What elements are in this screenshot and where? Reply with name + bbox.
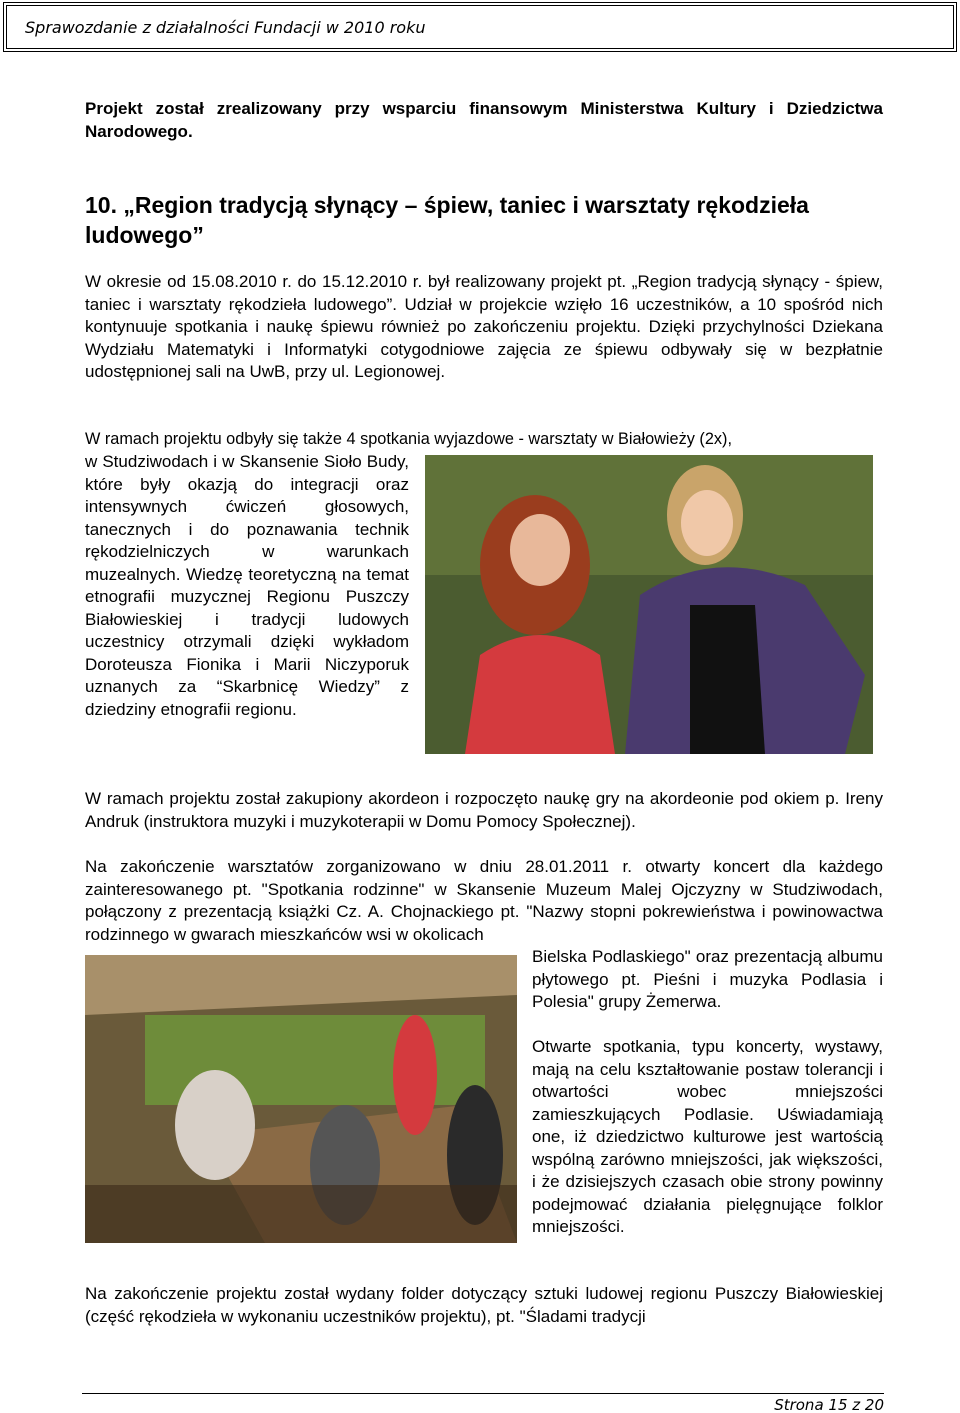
paragraph-2-rest: w Studziwodach i w Skansenie Sioło Budy, które były okazją do integracji oraz intensywnych ćwiczeń głosowych, tanecznych i do poznawania technik rękodzielniczych w warunkach muzealnych. Wiedzę teoretyczną na temat etnografii muzycznej Regionu Puszczy Białowieskiej i tradycji ludowych uczestnicy otrzymali dzięki wykładom Doroteusza Fionika i Marii Niczyporuk uznanych za “Skarbnicę Wiedzy” z dziedziny etnografii regionu. — [85, 452, 409, 719]
section-heading: 10. „Region tradycją słynący – śpiew, taniec i warsztaty rękodzieła ludowego” — [85, 192, 809, 248]
paragraph-6: Na zakończenie projektu został wydany folder dotyczący sztuki ludowej regionu Puszczy Białowieskiej (część rękodzieła w wykonaniu uczestników projektu), pt. "Śladami tradycji — [85, 1284, 883, 1326]
photo-two-women-singing — [425, 455, 873, 754]
paragraph-4-rest: Bielska Podlaskiego" oraz prezentacją albumu płytowego pt. Pieśni i muzyka Podlasia i Polesia" grupy Żemerwa. — [532, 947, 883, 1011]
paragraph-5: Otwarte spotkania, typu koncerty, wystawy, mają na celu kształtowanie postaw tolerancji i otwartości wobec mniejszości zamieszkujących Podlasie. Uświadamiają one, iż dziedzictwo kulturowe jest wartością wspólną zarówno mniejszości, jak większości, i że dzisiejszych czasach obie strony powinny podejmować działania pielęgnujące folklor mniejszości. — [532, 1037, 883, 1236]
photo-workshop-group — [85, 955, 517, 1243]
header-title: Sprawozdanie z działalności Fundacji w 2010 roku — [25, 18, 426, 37]
paragraph-1: W okresie od 15.08.2010 r. do 15.12.2010 r. był realizowany projekt pt. „Region tradycją słynący - śpiew, taniec i warsztaty rękodzieła ludowego”. Udział w projekcie wzięło 16 uczestników, a 10 spośród nich kontynuuje spotkania i naukę śpiewu również po zakończeniu projektu. Dzięki przychylności Dziekana Wydziału Matematyki i Informatyki cotygodniowe zajęcia ze śpiewu odbywały się w bezpłatnie udostępnionej sali na UwB, przy ul. Legionowej. — [85, 272, 883, 381]
photo-image — [85, 955, 517, 1243]
paragraph-4: Na zakończenie warsztatów zorganizowano w dniu 28.01.2011 r. otwarty koncert dla każdego zainteresowanego pt. "Spotkania rodzinne" w Skansenie Muzeum Malej Ojczyzny w Studziwodach, połączony z prezentacją książki Cz. A. Chojnackiego pt. "Nazwy stopni pokrewieństwa i powinowactwa rodzinnego w gwarach mieszkańców wsi w okolicach — [85, 857, 883, 944]
footer-divider — [82, 1393, 884, 1394]
page-header — [3, 2, 957, 52]
paragraph-3: W ramach projektu został zakupiony akordeon i rozpoczęto naukę gry na akordeonie pod okiem p. Ireny Andruk (instruktora muzyki i muzykoterapii w Domu Pomocy Społecznej). — [85, 789, 883, 831]
paragraph-2-first-line: W ramach projektu odbyły się także 4 spotkania wyjazdowe - warsztaty w Białowieży (2x), — [85, 430, 732, 448]
intro-paragraph: Projekt został zrealizowany przy wsparciu finansowym Ministerstwa Kultury i Dziedzictwa Narodowego. — [85, 99, 883, 141]
page-number: Strona 15 z 20 — [774, 1396, 884, 1413]
photo-image — [425, 455, 873, 754]
